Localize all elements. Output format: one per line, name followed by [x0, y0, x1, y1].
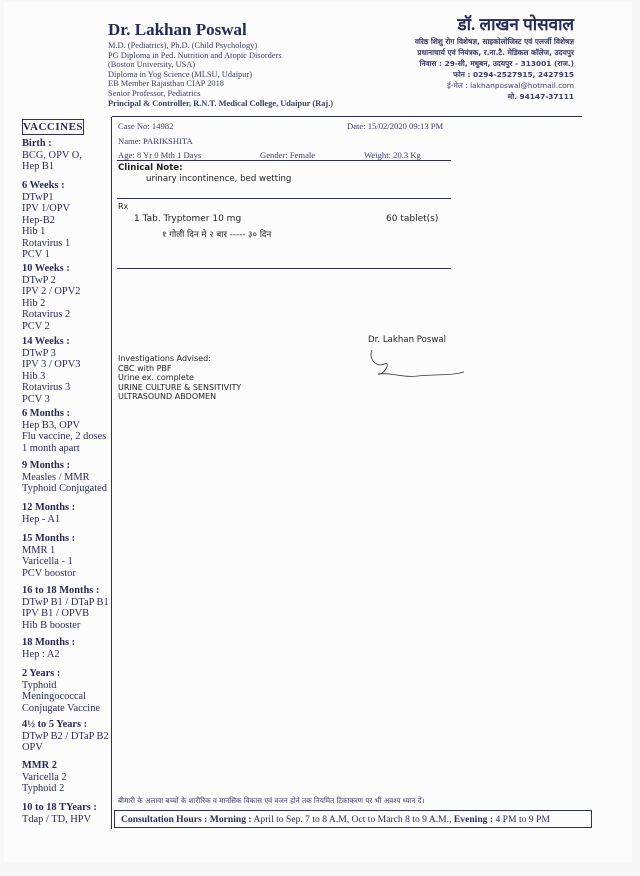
vaccine-item: Rotavirus 3 — [22, 382, 71, 393]
morning-label: Morning : — [209, 814, 252, 825]
vaccine-item: Varicella - 1 — [22, 556, 73, 567]
clinical-note-text: urinary incontinence, bed wetting — [146, 174, 292, 184]
vaccine-section — [22, 533, 114, 579]
vaccine-section — [22, 408, 114, 454]
vaccine-item: 1 month apart — [22, 442, 80, 454]
vaccine-item: DTwP1 — [22, 191, 54, 203]
investigation-item: ULTRASOUND ABDOMEN — [118, 392, 217, 402]
vaccine-item: Varicella 2 — [22, 771, 67, 783]
rx-quantity: 60 tablet(s) — [386, 214, 439, 224]
vaccine-item: IPV 2 / OPV2 — [22, 286, 81, 297]
vaccine-item: Rotavirus 1 — [22, 237, 71, 249]
footer-hindi-note: बीमारी के अलावा बच्चों के शारीरिक व मानसिक विकास एवं वजन होने तक नियमित टिकाकरण पर भी अवश्य ध्यान दें। — [118, 796, 425, 805]
hindi-line: ई-मेल : lakhanposwal@hotmail.com — [447, 81, 574, 90]
vaccine-item: DTwP 3 — [22, 347, 56, 359]
signature-name: Dr. Lakhan Poswal — [368, 335, 447, 345]
divider — [117, 268, 451, 269]
patient-weight: Weight: 20.3 Kg — [364, 150, 421, 160]
vaccine-heading: 14 Weeks : — [22, 336, 70, 347]
vaccine-section — [22, 637, 114, 660]
doctor-position: Principal & Controller, R.N.T. Medical College, Udaipur (Raj.) — [108, 98, 334, 108]
patient-age: Age: 8 Yr 0 Mth 1 Days — [118, 150, 202, 160]
vaccine-item: PCV 2 — [22, 320, 50, 332]
evening-hours: 4 PM to 9 PM — [495, 814, 550, 825]
consultation-hours — [114, 810, 592, 828]
vaccine-item: Typhoid — [22, 679, 57, 691]
qualification-line: PG Diploma in Ped. Nutrition and Atopic Disorders — [108, 50, 282, 60]
vaccine-item: DTwP B1 / DTaP B1 — [22, 596, 109, 608]
vaccine-heading: 16 to 18 Months : — [22, 585, 100, 596]
vaccine-section — [22, 668, 114, 714]
doctor-header-hindi — [314, 14, 574, 102]
vaccine-heading: MMR 2 — [22, 760, 57, 771]
investigation-item: URINE CULTURE & SENSITIVITY — [118, 382, 242, 392]
hindi-line: निवास : 29-सी, मधुबन, उदयपुर - 313001 (राज.) — [419, 59, 574, 68]
rx-dosage: १ गोली दिन मे २ बार ----- ३० दिन — [162, 230, 272, 240]
vaccine-section — [22, 502, 114, 525]
vaccine-item: BCG, OPV O, — [22, 149, 82, 161]
vaccine-item: Hep-B2 — [22, 214, 55, 226]
vaccine-heading: 6 Months : — [22, 408, 70, 419]
investigation-item: CBC with PBF — [118, 363, 172, 373]
investigations-label: Investigations Advised: — [118, 354, 211, 363]
vaccine-heading: 9 Months : — [22, 460, 70, 471]
vaccine-item: Hep - A1 — [22, 513, 61, 525]
hindi-line: प्रधानाचार्य एवं नियंत्रक, र.ना.टै. मेडिकल कॉलेज, उदयपुर — [417, 48, 574, 57]
vaccine-heading: 2 Years : — [22, 668, 61, 679]
consult-label: Consultation Hours : — [121, 814, 208, 825]
patient-gender: Gender: Female — [260, 150, 316, 160]
vaccine-section — [22, 180, 114, 261]
signature-mark — [366, 346, 466, 382]
hindi-line: मो. 94147-37111 — [507, 92, 574, 101]
vaccine-item: Tdap / TD, HPV — [22, 813, 92, 825]
vaccine-item: IPV 1/OPV — [22, 203, 71, 214]
vaccine-item: Typhoid Conjugated — [22, 483, 107, 494]
vaccine-item: Hep B3, OPV — [22, 419, 81, 431]
vaccine-item: PCV 1 — [22, 249, 50, 260]
case-number: Case No: 14982 — [118, 121, 174, 131]
morning-hours: April to Sep. 7 to 8 A.M, Oct to March 8 to 9 A.M., — [253, 814, 452, 825]
vaccine-section — [22, 263, 114, 332]
vaccine-item: PCV 3 — [22, 393, 50, 405]
patient-name: Name: PARIKSHITA — [118, 136, 193, 146]
vaccines-title: VACCINES — [23, 121, 84, 133]
vaccine-section — [22, 719, 114, 754]
vaccine-item: OPV — [22, 742, 43, 753]
vaccine-heading: 12 Months : — [22, 502, 76, 513]
qualification-line: (Boston University, USA) — [108, 60, 196, 70]
vaccine-item: PCV boostor — [22, 567, 76, 579]
vaccine-section — [22, 336, 114, 405]
vaccine-item: Rotavirus 2 — [22, 309, 71, 320]
qualification-line: M.D. (Pediatrics), Ph.D. (Child Psychology) — [108, 41, 258, 50]
vaccine-item: Hib 2 — [22, 297, 46, 309]
clinical-note-label: Clinical Note: — [118, 163, 183, 173]
vaccine-heading: 6 Weeks : — [22, 180, 65, 191]
vaccine-heading: 10 to 18 TYears : — [22, 802, 97, 813]
rx-label: Rx — [118, 202, 129, 211]
vaccine-heading: 4½ to 5 Years : — [22, 719, 88, 730]
vaccine-item: Measles / MMR — [22, 471, 90, 483]
divider — [117, 198, 451, 199]
vaccine-item: Hep : A2 — [22, 648, 60, 660]
visit-date: Date: 15/02/2020 09:13 PM — [347, 121, 444, 131]
vaccine-heading: 15 Months : — [22, 533, 76, 544]
vaccine-item: Hib B booster — [22, 619, 81, 631]
vaccine-item: DTwP B2 / DTaP B2 — [22, 730, 109, 742]
vaccine-item: MMR 1 — [22, 544, 56, 556]
vaccine-item: Flu vaccine, 2 doses — [22, 431, 107, 442]
qualification-line: Diploma in Yog Science (MLSU, Udaipur) — [108, 69, 252, 79]
vaccine-item: DTwP 2 — [22, 274, 56, 286]
vaccine-item: IPV 3 / OPV3 — [22, 359, 81, 370]
vaccine-item: Hib 3 — [22, 370, 46, 382]
vaccine-item: Typhoid 2 — [22, 783, 65, 794]
vaccine-heading: 18 Months : — [22, 637, 76, 648]
doctor-name-hindi: डॉ. लाखन पोसवाल — [457, 15, 574, 34]
vaccine-item: Meningococcal — [22, 691, 87, 702]
vaccine-section — [22, 802, 114, 825]
evening-label: Evening : — [453, 814, 494, 825]
vaccine-section — [22, 138, 114, 173]
vaccine-section — [22, 760, 114, 795]
main-top-border — [112, 116, 582, 117]
vaccine-heading: Birth : — [22, 138, 52, 149]
divider — [117, 160, 451, 161]
hindi-line: फोन : 0294-2527915, 2427915 — [453, 70, 574, 79]
investigation-item: Urine ex. complete — [118, 373, 194, 383]
vaccine-section — [22, 460, 114, 495]
vaccine-section — [22, 585, 114, 631]
vaccine-item: IPV B1 / OPVB — [22, 608, 90, 619]
vaccine-item: Hep B1 — [22, 161, 55, 172]
doctor-name: Dr. Lakhan Poswal — [108, 20, 247, 39]
qualification-line: EB Member Rajasthan CIAP 2018 — [108, 79, 224, 89]
vaccine-heading: 10 Weeks : — [22, 263, 70, 274]
hindi-line: वरिष्ठ शिशु रोग विशेषज्ञ, साइकोलोजिस्ट एवं एलर्जी विशेषज्ञ — [414, 37, 574, 46]
rx-medicine: 1 Tab. Tryptomer 10 mg — [134, 214, 242, 224]
vaccine-item: Conjugate Vaccine — [22, 702, 100, 714]
qualification-line: Senior Professor, Pediatrics — [108, 88, 201, 98]
vaccine-item: Hib 1 — [22, 226, 46, 237]
investigations-block — [118, 354, 241, 402]
